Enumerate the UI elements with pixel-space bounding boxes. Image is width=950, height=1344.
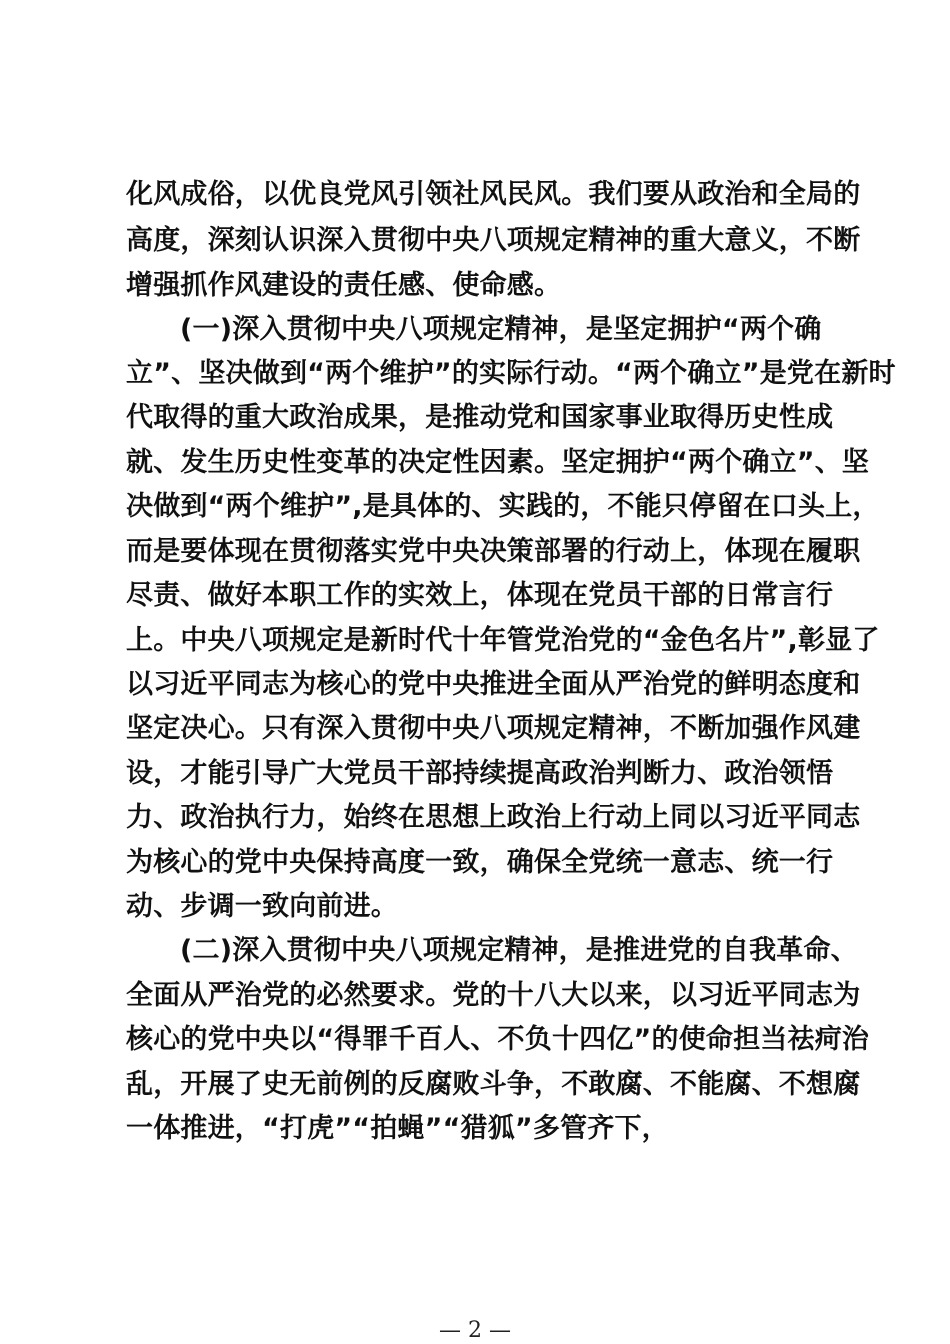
text-line: 代取得的重大政治成果，是推动党和国家事业取得历史性成 bbox=[126, 402, 834, 433]
text-line: 立”、坚决做到“两个维护”的实际行动。“两个确立”是党在新时 bbox=[126, 358, 896, 389]
text-line: 乱，开展了史无前例的反腐败斗争，不敢腐、不能腐、不想腐 bbox=[126, 1069, 861, 1100]
text-line: 化风成俗，以优良党风引领社风民风。我们要从政治和全局的 bbox=[126, 179, 861, 210]
text-line: 尽责、做好本职工作的实效上，体现在党员干部的日常言行 bbox=[126, 580, 834, 611]
text-line: 决做到“两个维护”,是具体的、实践的，不能只停留在口头上， bbox=[126, 491, 880, 522]
text-line: 为核心的党中央保持高度一致，确保全党统一意志、统一行 bbox=[126, 847, 834, 878]
text-line: 而是要体现在贯彻落实党中央决策部署的行动上，体现在履职 bbox=[126, 536, 861, 567]
text-line: 增强抓作风建设的责任感、使命感。 bbox=[126, 270, 562, 301]
text-line: 全面从严治党的必然要求。党的十八大以来，以习近平同志为 bbox=[126, 980, 861, 1011]
text-line: 核心的党中央以“得罪千百人、不负十四亿”的使命担当祛疴治 bbox=[126, 1024, 870, 1055]
text-line: 设，才能引导广大党员干部持续提高政治判断力、政治领悟 bbox=[126, 758, 834, 789]
page-number: — 2 — bbox=[439, 1318, 511, 1343]
text-line: 力、政治执行力，始终在思想上政治上行动上同以习近平同志 bbox=[126, 802, 861, 833]
text-line: 动、步调一致向前进。 bbox=[126, 891, 398, 922]
text-line: 坚定决心。只有深入贯彻中央八项规定精神，不断加强作风建 bbox=[126, 713, 861, 744]
text-line: 就、发生历史性变革的决定性因素。坚定拥护“两个确立”、坚 bbox=[126, 447, 870, 478]
text-line: 一体推进，“打虎”“拍蝇”“猎狐”多管齐下， bbox=[126, 1113, 669, 1144]
text-line: 高度，深刻认识深入贯彻中央八项规定精神的重大意义，不断 bbox=[126, 225, 861, 256]
text-line: 上。中央八项规定是新时代十年管党治党的“金色名片”,彰显了 bbox=[126, 625, 880, 656]
text-line: 以习近平同志为核心的党中央推进全面从严治党的鲜明态度和 bbox=[126, 669, 861, 700]
text-line: (二)深入贯彻中央八项规定精神，是推进党的自我革命、 bbox=[180, 935, 858, 966]
text-line: (一)深入贯彻中央八项规定精神，是坚定拥护“两个确 bbox=[180, 314, 822, 345]
